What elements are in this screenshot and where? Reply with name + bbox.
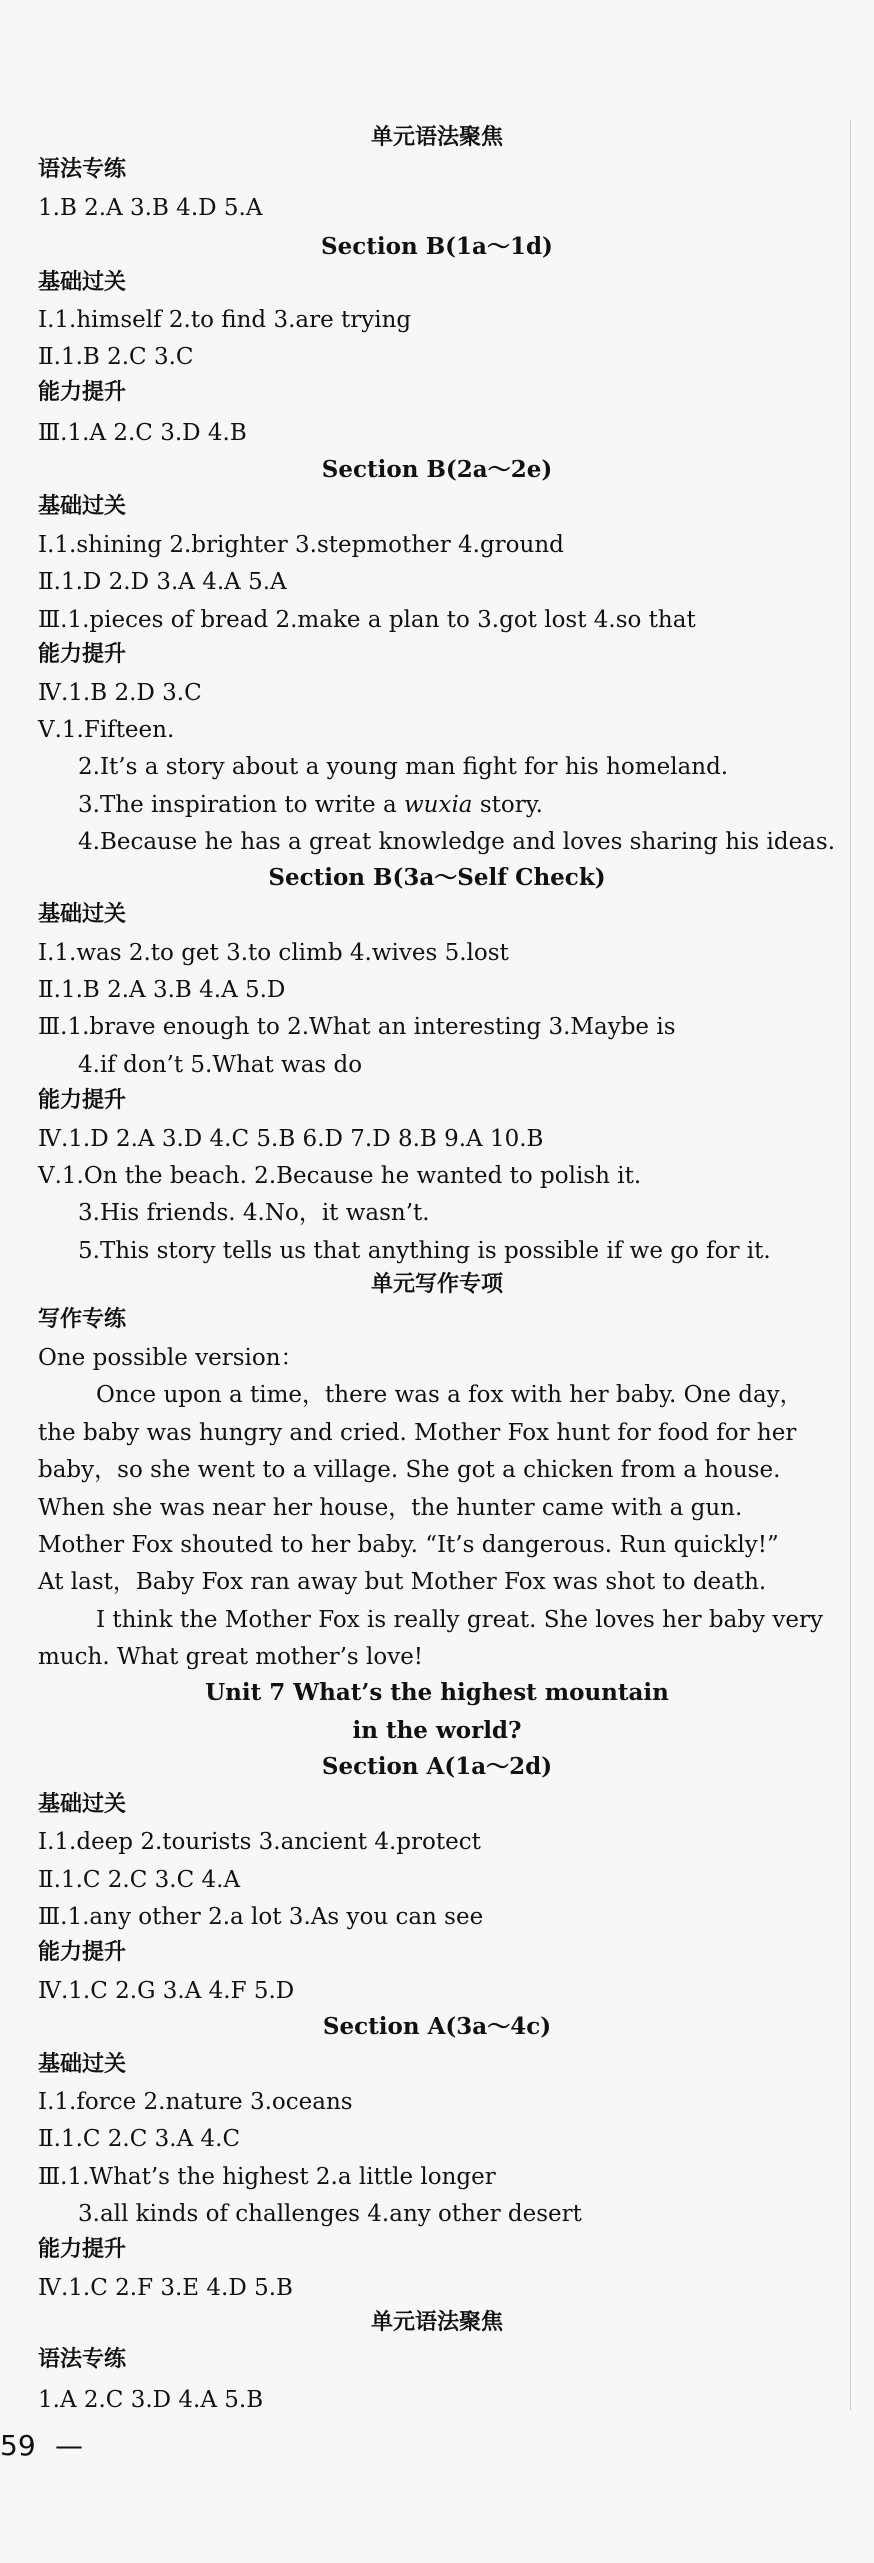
subsection-heading: 基础过关 <box>38 1792 127 1817</box>
subsection-heading: 能力提升 <box>38 2237 127 2262</box>
answer-line: Ⅴ.1.Fifteen. <box>38 717 175 743</box>
answer-line: Ⅱ.1.C 2.C 3.C 4.A <box>38 1867 241 1893</box>
section-title: Section B(2a～2e) <box>321 456 553 483</box>
subsection-heading: 语法专练 <box>38 2347 127 2372</box>
page-number-dash: — <box>55 2429 83 2462</box>
answer-line: Ⅰ.1.shining 2.brighter 3.stepmother 4.ground <box>38 532 564 558</box>
section-title: Section A(3a～4c) <box>322 2013 552 2040</box>
answer-line: 3.His friends. 4.No，it wasn’t. <box>78 1200 430 1226</box>
essay-line: baby，so she went to a village. She got a chicken from a house. <box>38 1457 781 1483</box>
essay-line: the baby was hungry and cried. Mother Fox hunt for food for her <box>38 1420 797 1446</box>
answer-line: 4.if don’t 5.What was do <box>78 1052 363 1078</box>
essay-line: At last，Baby Fox ran away but Mother Fox was shot to death. <box>38 1569 767 1595</box>
answer-line: Ⅰ.1.force 2.nature 3.oceans <box>38 2089 353 2115</box>
subsection-heading: 基础过关 <box>38 2052 127 2077</box>
answer-text: story. <box>472 792 543 818</box>
answer-line: 4.Because he has a great knowledge and loves sharing his ideas. <box>78 829 836 855</box>
answer-line: 2.It’s a story about a young man fight for his homeland. <box>78 754 729 780</box>
essay-line: I think the Mother Fox is really great. She loves her baby very <box>96 1607 823 1633</box>
essay-line: Mother Fox shouted to her baby. “It’s dangerous. Run quickly!” <box>38 1532 779 1558</box>
subsection-heading: 基础过关 <box>38 270 127 295</box>
unit-title: in the world? <box>352 1717 522 1744</box>
answer-line: Ⅳ.1.C 2.G 3.A 4.F 5.D <box>38 1978 295 2004</box>
italic-term: wuxia <box>403 792 473 818</box>
intro-line: One possible version： <box>38 1345 304 1371</box>
essay-line: much. What great mother’s love! <box>38 1644 424 1670</box>
answer-line: Ⅳ.1.C 2.F 3.E 4.D 5.B <box>38 2275 293 2301</box>
section-title: Section B(3a～Self Check) <box>268 864 606 891</box>
answer-line: Ⅰ.1.deep 2.tourists 3.ancient 4.protect <box>38 1829 481 1855</box>
section-title: 单元写作专项 <box>370 1272 503 1297</box>
answer-line: Ⅲ.1.A 2.C 3.D 4.B <box>38 420 247 446</box>
answer-line: Ⅱ.1.B 2.A 3.B 4.A 5.D <box>38 977 286 1003</box>
answer-line: Ⅱ.1.C 2.C 3.A 4.C <box>38 2126 241 2152</box>
section-title: Section B(1a～1d) <box>321 233 553 260</box>
answer-line <box>78 790 543 820</box>
answer-line: Ⅳ.1.D 2.A 3.D 4.C 5.B 6.D 7.D 8.B 9.A 10.B <box>38 1126 544 1152</box>
subsection-heading: 基础过关 <box>38 902 127 927</box>
subsection-heading: 语法专练 <box>38 157 127 182</box>
answer-line: Ⅱ.1.B 2.C 3.C <box>38 344 194 370</box>
answer-line: Ⅰ.1.was 2.to get 3.to climb 4.wives 5.lost <box>38 940 509 966</box>
answer-line: Ⅴ.1.On the beach. 2.Because he wanted to polish it. <box>38 1163 642 1189</box>
answer-line: 1.B 2.A 3.B 4.D 5.A <box>38 195 263 221</box>
subsection-heading: 能力提升 <box>38 1940 127 1965</box>
answer-line: Ⅰ.1.himself 2.to find 3.are trying <box>38 307 412 333</box>
answer-line: 5.This story tells us that anything is possible if we go for it. <box>78 1238 771 1264</box>
subsection-heading: 能力提升 <box>38 380 127 405</box>
section-title: Section A(1a～2d) <box>321 1753 553 1780</box>
section-title: 单元语法聚焦 <box>370 125 503 150</box>
subsection-heading: 基础过关 <box>38 494 127 519</box>
answer-line: 1.A 2.C 3.D 4.A 5.B <box>38 2387 264 2413</box>
page-number: 59 <box>0 2429 36 2462</box>
subsection-heading: 写作专练 <box>38 1307 127 1332</box>
answer-line: Ⅲ.1.brave enough to 2.What an interesting 3.Maybe is <box>38 1014 676 1040</box>
answer-line: Ⅱ.1.D 2.D 3.A 4.A 5.A <box>38 569 287 595</box>
subsection-heading: 能力提升 <box>38 642 127 667</box>
answer-line: Ⅳ.1.B 2.D 3.C <box>38 680 202 706</box>
subsection-heading: 能力提升 <box>38 1088 127 1113</box>
answer-text: 3.The inspiration to write a <box>78 792 404 818</box>
answer-line: Ⅲ.1.any other 2.a lot 3.As you can see <box>38 1904 484 1930</box>
section-title: 单元语法聚焦 <box>370 2310 503 2335</box>
answer-line: 3.all kinds of challenges 4.any other desert <box>78 2201 582 2227</box>
essay-line: Once upon a time，there was a fox with her baby. One day， <box>96 1382 803 1408</box>
answer-line: Ⅲ.1.What’s the highest 2.a little longer <box>38 2164 496 2190</box>
unit-title: Unit 7 What’s the highest mountain <box>205 1679 669 1706</box>
essay-line: When she was near her house，the hunter came with a gun. <box>38 1495 743 1521</box>
answer-line: Ⅲ.1.pieces of bread 2.make a plan to 3.got lost 4.so that <box>38 607 696 633</box>
